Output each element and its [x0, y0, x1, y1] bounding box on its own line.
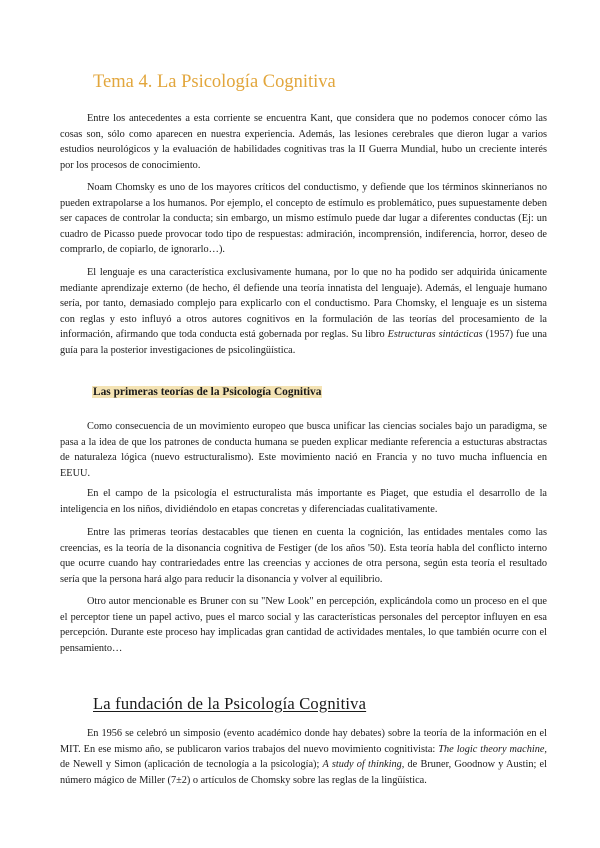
section1-paragraph-bruner: Otro autor mencionable es Bruner con su "New Look" en percepción, explicándola como un proceso en el que el perceptor tiene un papel activo, pues el marco social y las características personales del perceptor influyen en esa percepción. Durante este proceso hay implicadas gran cantidad de actividades mentales, lo que también ocurre con el pensamiento…	[60, 596, 547, 654]
text-run: El lenguaje es una característica exclusivamente humana, por lo que no ha podido ser adquirida únicamente mediante aprendizaje externo (de hecho, él defiende una teoría innatista del lenguaje). Además, el lenguaje humano sería, por tanto, demasiado complejo para explicarlo con el conductismo. Para Chomsky, el lenguaje es un sistema con reglas y esto influyó a otros autores cognitivos en la formulación de las teorías del procesamiento de la información, afirmando que toda conducta está gobernada por reglas. Su libro	[60, 267, 547, 340]
intro-paragraph-language	[60, 265, 547, 358]
text-run: de Newell y Simon (aplicación de tecnología a la psicología);	[60, 759, 323, 770]
section1-paragraph-piaget: En el campo de la psicología el estructuralista más importante es Piaget, que estudia el desarrollo de la inteligencia en los niños, dividiéndolo en etapas concretas y diferenciadas cualitativamente.	[60, 488, 547, 515]
text-run: (1957) fue una guía para la posterior investigaciones de psicolingüística.	[60, 329, 547, 356]
section-heading-primeras-teorias: Las primeras teorías de la Psicología Cognitiva	[93, 386, 322, 398]
intro-paragraph-chomsky: Noam Chomsky es uno de los mayores críticos del conductismo, y defiende que los términos skinnerianos no pueden extrapolarse a los humanos. Por ejemplo, el concepto de estímulo es problemático, pues supuestamente deben ser capaces de controlar la conducta; sin embargo, un mismo estímulo puede dar lugar a diferentes conductas (Ej: un cuadro de Picasso puede provocar todo tipo de respuestas: admiración, incomprensión, indiferencia, horror, deseo de comprarlo, de copiarlo, de ignorarlo…).	[60, 182, 547, 255]
section2-paragraph-symposium	[60, 726, 547, 788]
book-title-estructuras: Estructuras sintácticas	[387, 329, 483, 340]
text-run: En 1956 se celebró un simposio (evento académico donde hay debates) sobre la teoría de la información en el MIT. En ese mismo año, se publicaron varios trabajos del nuevo movimiento cognitivista:	[60, 728, 547, 755]
intro-paragraph-kant: Entre los antecedentes a esta corriente se encuentra Kant, que considera que no podemos conocer cómo las cosas son, sólo como aparecen en nuestra experiencia. Además, las lesiones cerebrales que dieron lugar a varios estudios neurológicos y la evaluación de habilidades cognitivas tras la II Guerra Mundial, hubo un creciente interés por los procesos de conocimiento.	[60, 113, 547, 171]
book-title-logic-theory: The logic theory machine,	[438, 743, 547, 755]
section-heading-fundacion: La fundación de la Psicología Cognitiva	[93, 694, 367, 713]
section1-paragraph-festinger: Entre las primeras teorías destacables que tienen en cuenta la cognición, las entidades mentales como las creencias, es la teoría de la disonancia cognitiva de Festiger (de los años '50). Esta teoría habla del conflicto interno que ocurre cuando hay contrariedades entre las creencias y acciones de otra persona, según esta teoría el resultado sería que la persona hará algo para reducir la disonancia y volver al equilibrio.	[60, 527, 547, 585]
page-title: Tema 4. La Psicología Cognitiva	[93, 72, 336, 92]
section1-paragraph-structuralism: Como consecuencia de un movimiento europeo que busca unificar las ciencias sociales bajo un paradigma, se pasa a la idea de que los patrones de conducta humana se pueden explicar mediante referencia a estucturas abstractas de naturaleza lógica (nuevo estructuralismo). Este movimiento nació en Francia y no tuvo mucha influencia en EEUU.	[60, 421, 547, 479]
book-title-study-of-thinking: A study of thinking,	[322, 759, 405, 770]
text-run: de Bruner, Goodnow y Austin; el número mágico de Miller (7±2) o artículos de Chomsky sobre las reglas de la lingüística.	[60, 759, 547, 786]
